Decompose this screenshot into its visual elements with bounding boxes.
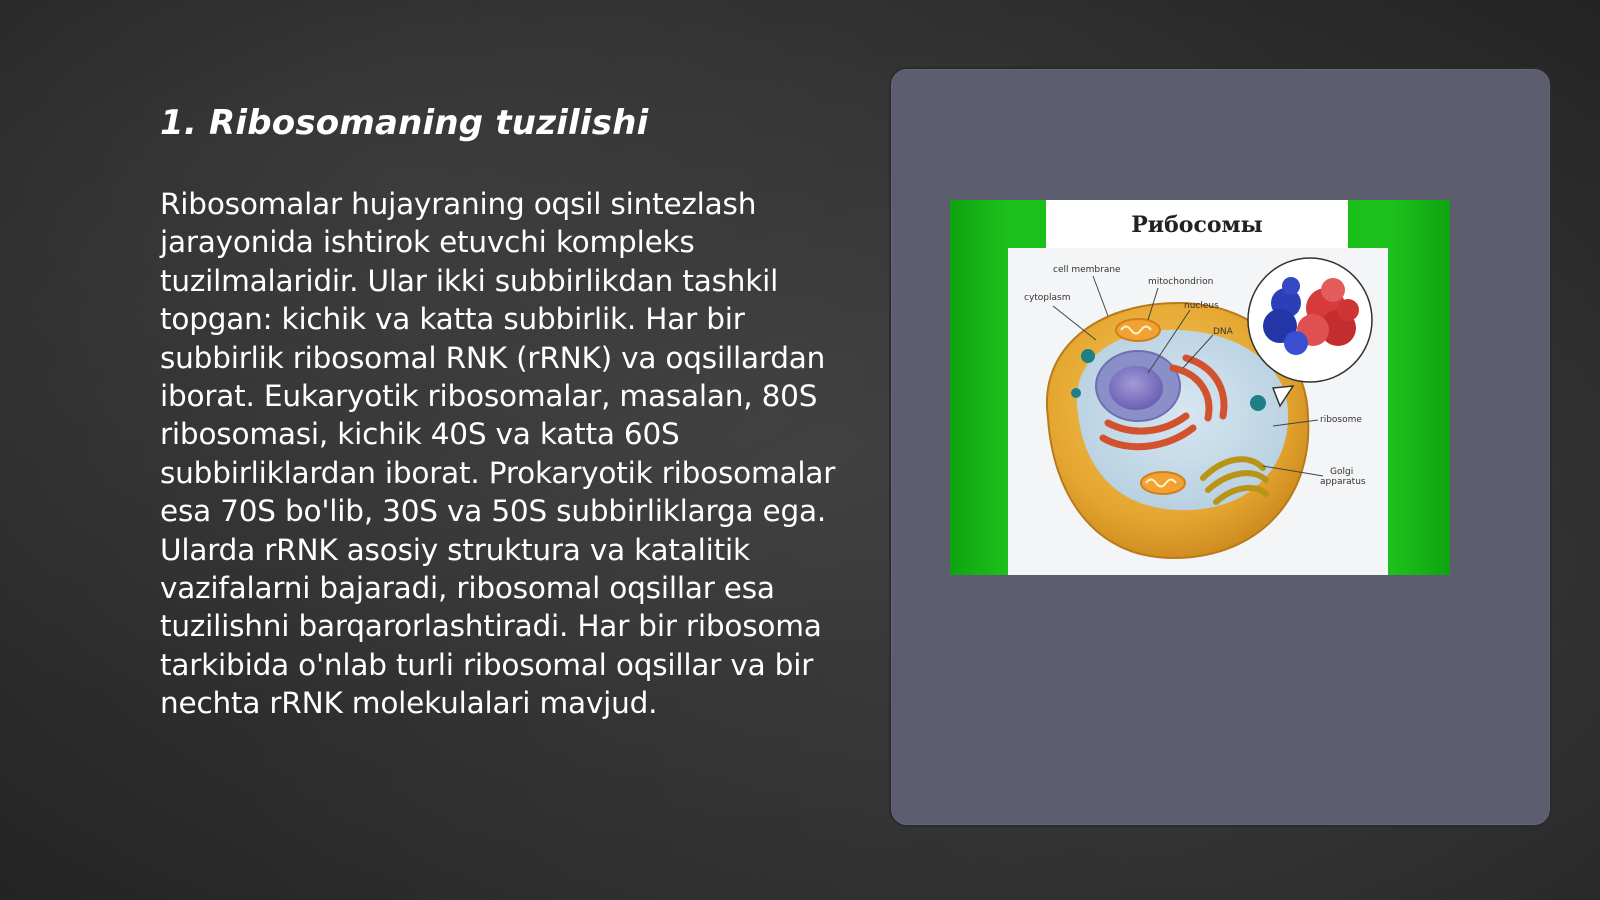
label-golgi-line2: apparatus bbox=[1320, 477, 1366, 487]
label-ribosome: ribosome bbox=[1320, 415, 1362, 425]
figure-title-box bbox=[1046, 200, 1348, 252]
slide-title: 1. Ribosomaning tuzilishi bbox=[160, 103, 649, 143]
label-nucleus: nucleus bbox=[1184, 301, 1219, 311]
figure-title: Рибосомы bbox=[1131, 212, 1263, 238]
label-mitochondrion: mitochondrion bbox=[1148, 277, 1214, 287]
label-dna: DNA bbox=[1213, 327, 1233, 337]
nucleus bbox=[1096, 351, 1180, 421]
cell-diagram bbox=[1008, 248, 1388, 575]
ribosome-figure bbox=[950, 200, 1450, 575]
label-cell-membrane: cell membrane bbox=[1053, 265, 1121, 275]
cell-diagram-svg bbox=[1008, 248, 1388, 575]
label-cytoplasm: cytoplasm bbox=[1024, 293, 1071, 303]
slide-body-text: Ribosomalar hujayraning oqsil sintezlash jarayonida ishtirok etuvchi kompleks tuzilmalaridir. Ular ikki subbirlikdan tashkil topgan: kichik va katta subbirlik. Har bir subbirlik ribosomal RNK (rRNK) va oqsillardan iborat. Eukaryotik ribosomalar, masalan, 80S ribosomasi, kichik 40S va katta 60S subbirliklardan iborat. Prokaryotik ribosomalar esa 70S bo'lib, 30S va 50S subbirliklarga ega. Ularda rRNK asosiy struktura va katalitik vazifalarni bajaradi, ribosomal oqsillar esa tuzilishni barqarorlashtiradi. Har bir ribosoma tarkibida o'nlab turli ribosomal oqsillar va bir nechta rRNK molekulalari mavjud. bbox=[160, 187, 836, 721]
label-golgi-line1: Golgi bbox=[1330, 467, 1354, 477]
